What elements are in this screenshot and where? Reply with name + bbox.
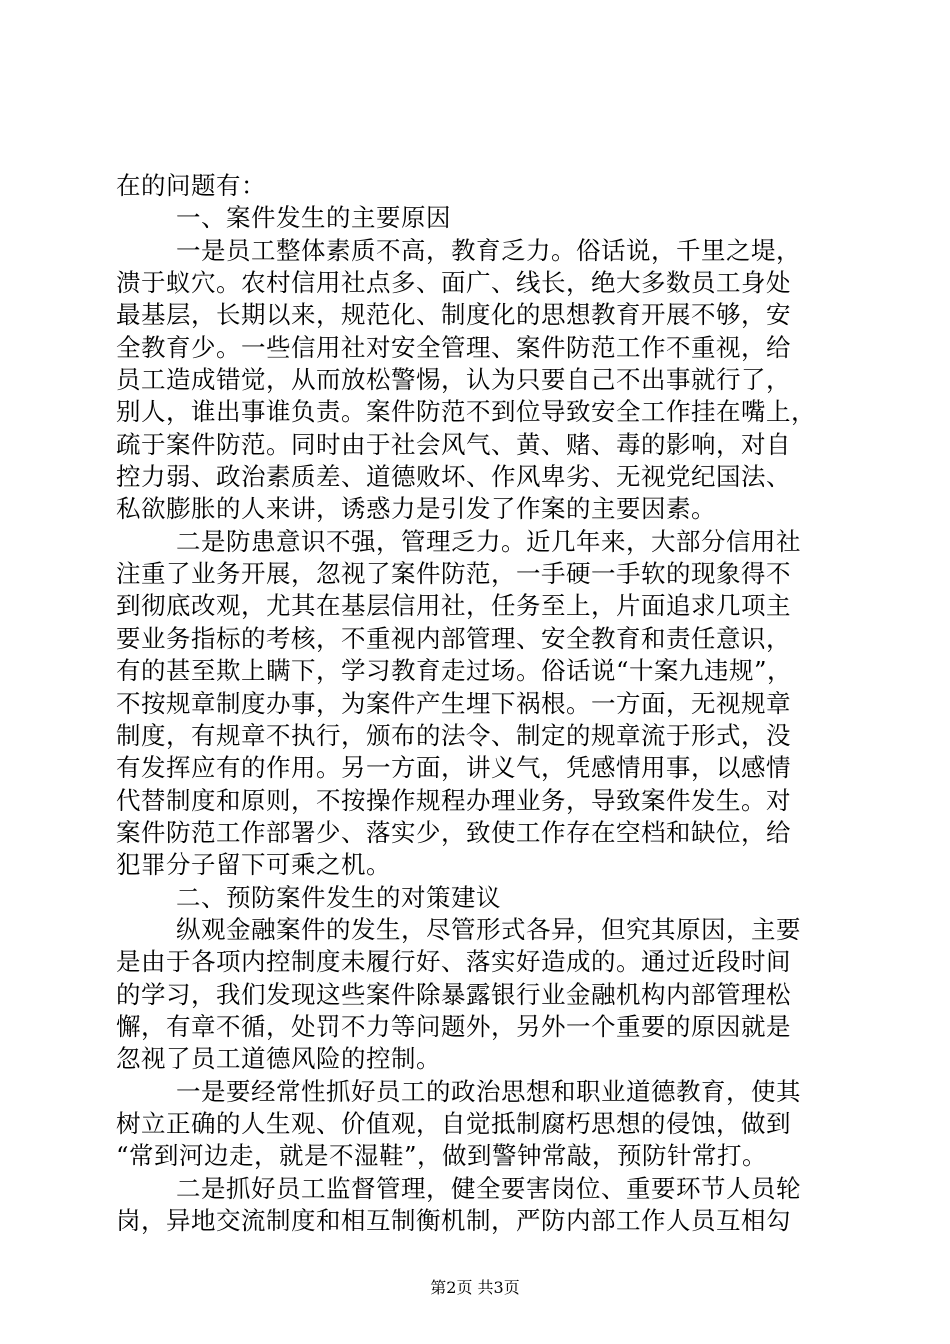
body-text bbox=[116, 170, 836, 1237]
text-line: 二是抓好员工监督管理，健全要害岗位、重要环节人员轮 bbox=[176, 1173, 801, 1203]
text-line: 注重了业务开展，忽视了案件防范，一手硬一手软的现象得不 bbox=[116, 559, 791, 589]
text-line: 控力弱、政治素质差、道德败坏、作风卑劣、无视党纪国法、 bbox=[116, 462, 791, 492]
text-line: 最基层，长期以来，规范化、制度化的思想教育开展不够，安 bbox=[116, 300, 791, 330]
text-line: 代替制度和原则，不按操作规程办理业务，导致案件发生。对 bbox=[116, 785, 791, 815]
document-body bbox=[116, 170, 836, 1237]
text-line: 私欲膨胀的人来讲，诱惑力是引发了作案的主要因素。 bbox=[116, 494, 716, 524]
text-line: 到彻底改观，尤其在基层信用社，任务至上，片面追求几项主 bbox=[116, 591, 791, 621]
text-line: 犯罪分子留下可乘之机。 bbox=[116, 850, 391, 880]
text-line: 别人，谁出事谁负责。案件防范不到位导致安全工作挂在嘴上， bbox=[116, 397, 816, 427]
text-line: 忽视了员工道德风险的控制。 bbox=[116, 1044, 441, 1074]
text-line: 全教育少。一些信用社对安全管理、案件防范工作不重视，给 bbox=[116, 332, 791, 362]
text-line: 有的甚至欺上瞒下，学习教育走过场。俗话说“十案九违规”， bbox=[116, 656, 793, 686]
text-line: 二是防患意识不强，管理乏力。近几年来，大部分信用社 bbox=[176, 526, 801, 556]
text-line: 疏于案件防范。同时由于社会风气、黄、赌、毒的影响，对自 bbox=[116, 429, 791, 459]
text-line: 懈，有章不循，处罚不力等问题外，另外一个重要的原因就是 bbox=[116, 1011, 791, 1041]
text-line: 一是要经常性抓好员工的政治思想和职业道德教育，使其 bbox=[176, 1076, 801, 1106]
text-line: “常到河边走，就是不湿鞋”，做到警钟常敲，预防针常打。 bbox=[116, 1141, 768, 1171]
text-line: 制度，有规章不执行，颁布的法令、制定的规章流于形式，没 bbox=[116, 720, 791, 750]
text-line: 员工造成错觉，从而放松警惕，认为只要自己不出事就行了， bbox=[116, 365, 791, 395]
text-line: 要业务指标的考核，不重视内部管理、安全教育和责任意识， bbox=[116, 623, 791, 653]
text-line: 一是员工整体素质不高，教育乏力。俗话说，千里之堤， bbox=[176, 235, 801, 265]
text-line: 在的问题有： bbox=[116, 171, 266, 200]
text-line: 树立正确的人生观、价值观，自觉抵制腐朽思想的侵蚀，做到 bbox=[116, 1108, 791, 1138]
text-line: 案件防范工作部署少、落实少，致使工作存在空档和缺位，给 bbox=[116, 817, 791, 847]
text-line: 溃于蚁穴。农村信用社点多、面广、线长，绝大多数员工身处 bbox=[116, 268, 791, 298]
text-line: 不按规章制度办事，为案件产生埋下祸根。一方面，无视规章 bbox=[116, 688, 791, 718]
text-line: 纵观金融案件的发生，尽管形式各异，但究其原因，主要 bbox=[176, 914, 801, 944]
page-footer: 第2页 共3页 bbox=[430, 1278, 520, 1297]
text-line: 的学习，我们发现这些案件除暴露银行业金融机构内部管理松 bbox=[116, 979, 791, 1009]
text-line: 有发挥应有的作用。另一方面，讲义气，凭感情用事，以感情 bbox=[116, 753, 791, 783]
text-line: 是由于各项内控制度未履行好、落实好造成的。通过近段时间 bbox=[116, 947, 791, 977]
text-line: 一、案件发生的主要原因 bbox=[176, 203, 451, 233]
text-line: 二、预防案件发生的对策建议 bbox=[176, 882, 501, 912]
text-line: 岗，异地交流制度和相互制衡机制，严防内部工作人员互相勾 bbox=[116, 1206, 791, 1235]
